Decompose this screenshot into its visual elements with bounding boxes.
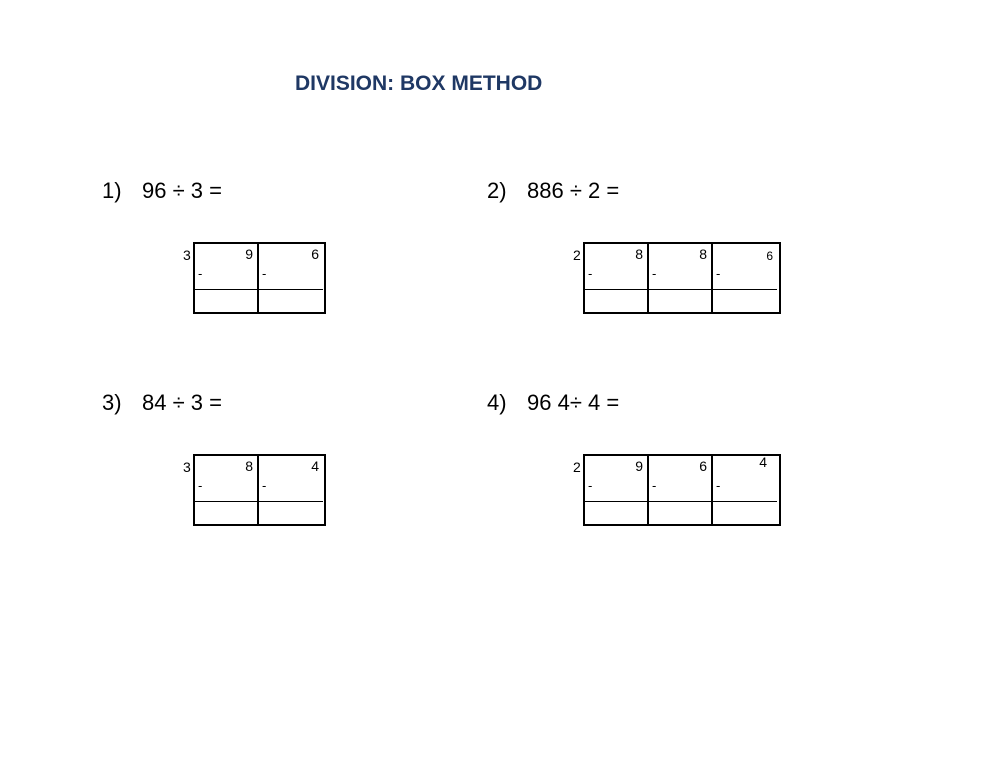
problem-expression: 96 ÷ 3 =	[142, 178, 222, 203]
worksheet-title: DIVISION: BOX METHOD	[295, 72, 543, 95]
dividend-digit: 6	[699, 458, 707, 474]
cell-top	[713, 244, 777, 290]
box-cell	[585, 456, 649, 524]
dividend-digit: 4	[311, 458, 319, 474]
cell-top	[585, 456, 647, 502]
problem-number: 3)	[102, 390, 122, 415]
box-cell	[259, 456, 323, 524]
minus-sign: -	[198, 478, 203, 493]
cell-top	[195, 456, 257, 502]
problem-expression: 886 ÷ 2 =	[527, 178, 620, 203]
box-cell	[259, 244, 323, 312]
problem-4-label	[487, 390, 619, 416]
dividend-digit: 8	[699, 246, 707, 262]
problem-number: 1)	[102, 178, 122, 203]
problem-2-label	[487, 178, 619, 204]
divisor: 2	[573, 247, 581, 263]
minus-sign: -	[588, 478, 593, 493]
cell-top	[649, 456, 711, 502]
cell-top	[195, 244, 257, 290]
dividend-digit: 9	[635, 458, 643, 474]
problem-number: 2)	[487, 178, 507, 203]
dividend-digit: 6	[766, 249, 773, 263]
box-cell	[195, 244, 259, 312]
dividend-digit: 9	[245, 246, 253, 262]
box-cell	[649, 244, 713, 312]
minus-sign: -	[652, 478, 657, 493]
minus-sign: -	[652, 266, 657, 281]
dividend-digit: 6	[311, 246, 319, 262]
minus-sign: -	[198, 266, 203, 281]
divisor: 3	[183, 459, 191, 475]
dividend-digit: 8	[635, 246, 643, 262]
box-cell	[649, 456, 713, 524]
dividend-digit: 8	[245, 458, 253, 474]
division-box-1	[193, 242, 326, 314]
problem-3-label	[102, 390, 222, 416]
cell-top	[585, 244, 647, 290]
cell-top	[713, 456, 777, 502]
minus-sign: -	[262, 478, 267, 493]
box-cell	[585, 244, 649, 312]
minus-sign: -	[716, 266, 721, 281]
cell-top	[649, 244, 711, 290]
box-cell	[713, 456, 777, 524]
cell-top	[259, 244, 323, 290]
cell-top	[259, 456, 323, 502]
problem-expression: 84 ÷ 3 =	[142, 390, 222, 415]
division-box-2	[583, 242, 781, 314]
problem-number: 4)	[487, 390, 507, 415]
minus-sign: -	[588, 266, 593, 281]
box-cell	[195, 456, 259, 524]
minus-sign: -	[262, 266, 267, 281]
minus-sign: -	[716, 478, 721, 493]
division-box-4	[583, 454, 781, 526]
divisor: 2	[573, 459, 581, 475]
box-cell	[713, 244, 777, 312]
dividend-digit: 4	[759, 454, 767, 470]
problem-expression: 96 4÷ 4 =	[527, 390, 620, 415]
problem-1-label	[102, 178, 222, 204]
division-box-3	[193, 454, 326, 526]
divisor: 3	[183, 247, 191, 263]
